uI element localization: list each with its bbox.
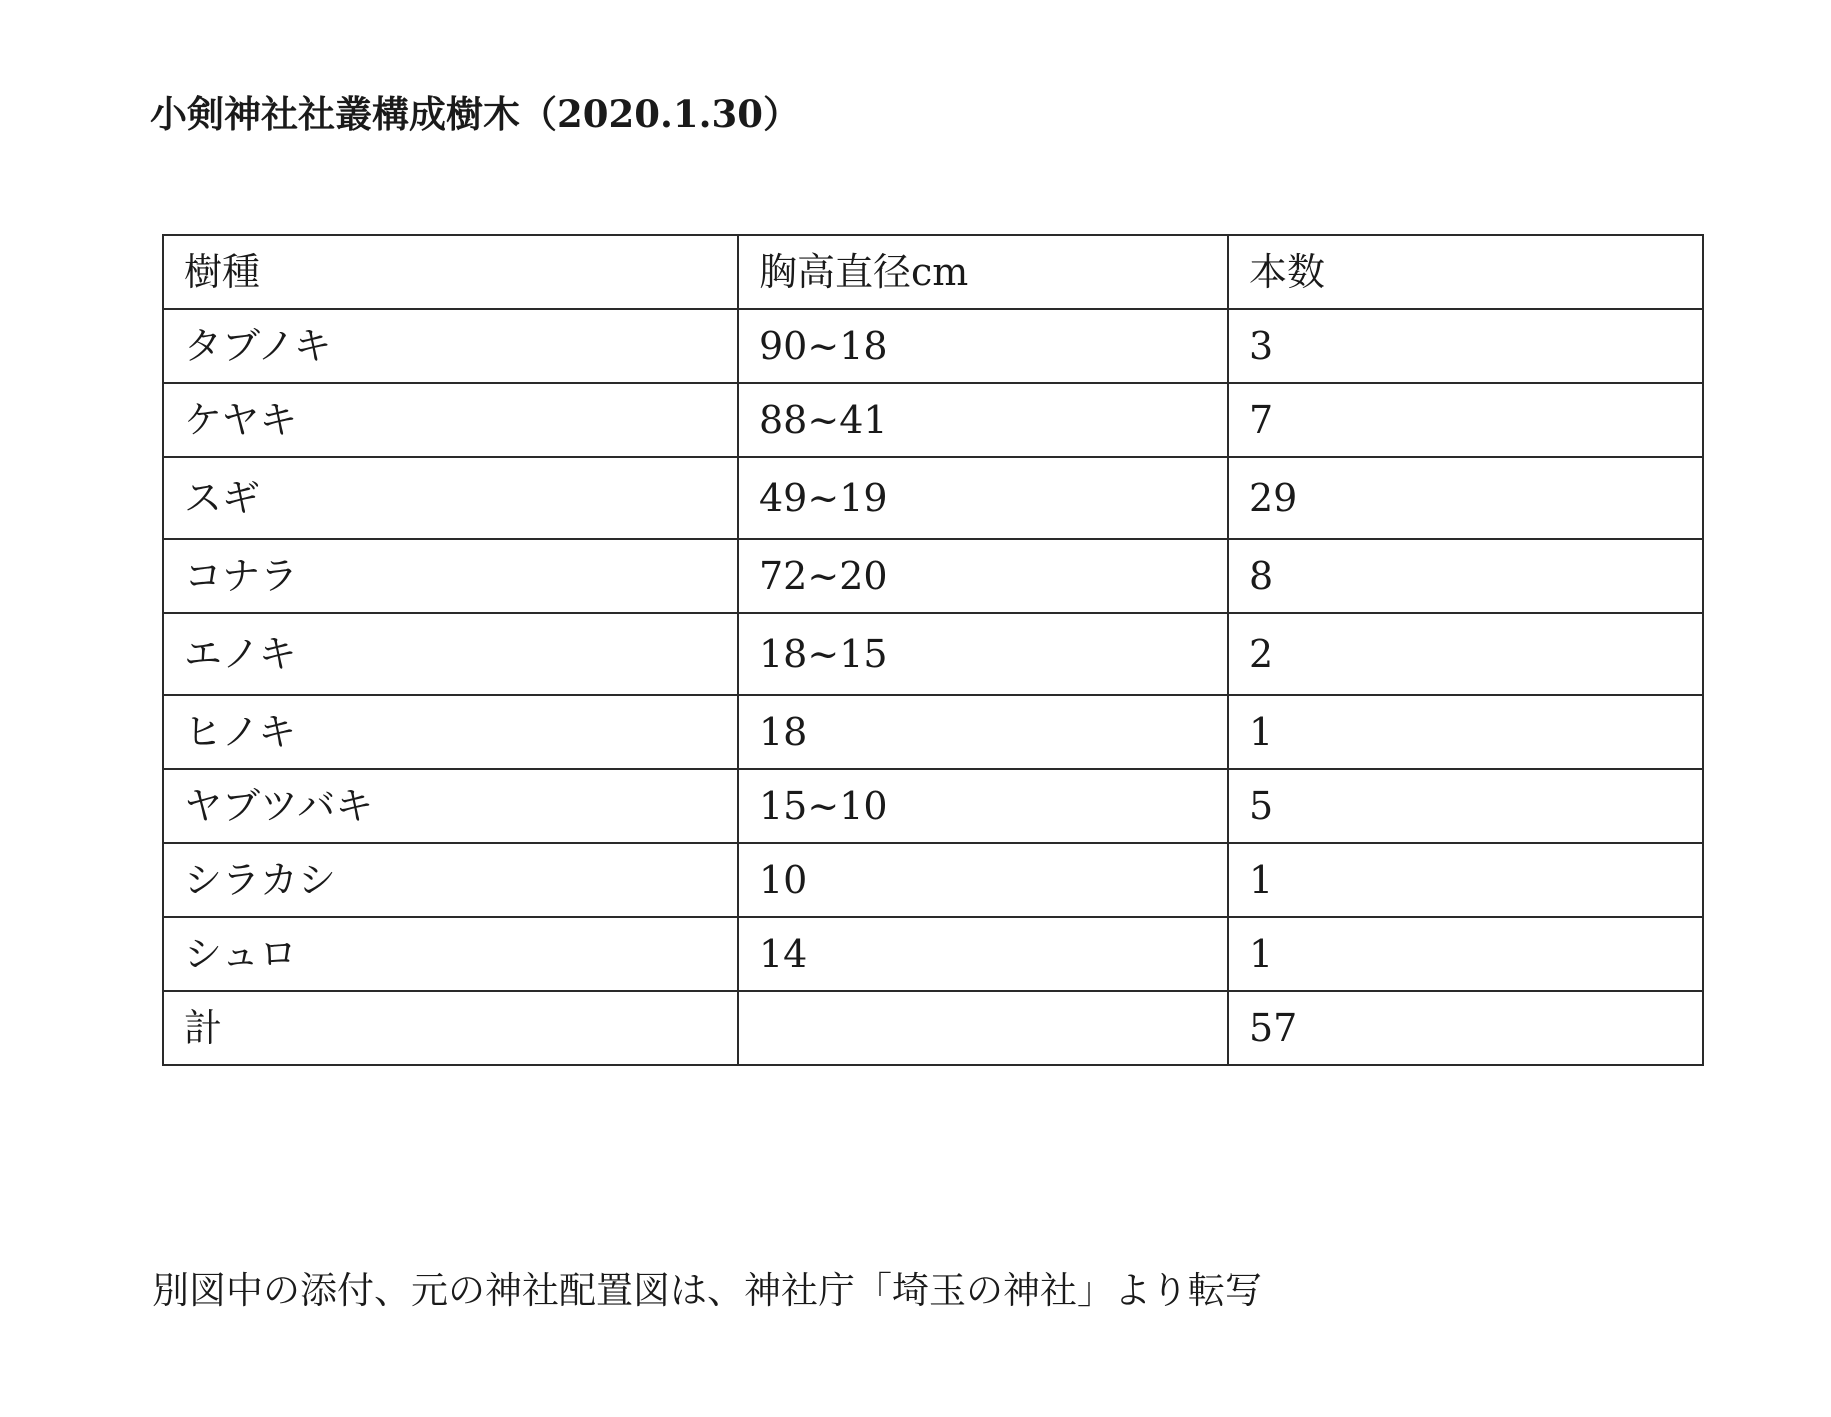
- table-row: [163, 613, 1703, 695]
- table-row: [163, 769, 1703, 843]
- table-row: [163, 457, 1703, 539]
- species-cell: タブノキ: [163, 309, 738, 383]
- table-row: [163, 917, 1703, 991]
- count-cell: 7: [1228, 383, 1703, 457]
- tree-table: [162, 234, 1704, 1066]
- species-cell: ケヤキ: [163, 383, 738, 457]
- diameter-cell: 10: [738, 843, 1228, 917]
- species-cell: エノキ: [163, 613, 738, 695]
- table-row: [163, 383, 1703, 457]
- count-cell: 3: [1228, 309, 1703, 383]
- diameter-cell: 18: [738, 695, 1228, 769]
- count-cell: 1: [1228, 843, 1703, 917]
- source-note: 別図中の添付、元の神社配置図は、神社庁「埼玉の神社」より転写: [152, 1269, 1262, 1312]
- table-row: [163, 309, 1703, 383]
- diameter-cell: 88~41: [738, 383, 1228, 457]
- species-cell: スギ: [163, 457, 738, 539]
- count-cell: 5: [1228, 769, 1703, 843]
- species-cell: シュロ: [163, 917, 738, 991]
- diameter-cell: 18~15: [738, 613, 1228, 695]
- header-count: 本数: [1228, 235, 1703, 309]
- species-cell: シラカシ: [163, 843, 738, 917]
- diameter-cell: 72~20: [738, 539, 1228, 613]
- total-label-cell: 計: [163, 991, 738, 1065]
- total-count-cell: 57: [1228, 991, 1703, 1065]
- diameter-cell: 90~18: [738, 309, 1228, 383]
- table-header-row: [163, 235, 1703, 309]
- table-row: [163, 695, 1703, 769]
- table-total-row: [163, 991, 1703, 1065]
- table-row: [163, 539, 1703, 613]
- count-cell: 29: [1228, 457, 1703, 539]
- species-cell: ヒノキ: [163, 695, 738, 769]
- count-cell: 8: [1228, 539, 1703, 613]
- table-row: [163, 843, 1703, 917]
- diameter-cell: 14: [738, 917, 1228, 991]
- count-cell: 1: [1228, 917, 1703, 991]
- header-diameter: 胸高直径cm: [738, 235, 1228, 309]
- total-diameter-cell: [738, 991, 1228, 1065]
- species-cell: コナラ: [163, 539, 738, 613]
- diameter-cell: 49~19: [738, 457, 1228, 539]
- header-species: 樹種: [163, 235, 738, 309]
- document-title: 小剣神社社叢構成樹木（2020.1.30）: [150, 92, 800, 136]
- count-cell: 1: [1228, 695, 1703, 769]
- diameter-cell: 15~10: [738, 769, 1228, 843]
- count-cell: 2: [1228, 613, 1703, 695]
- species-cell: ヤブツバキ: [163, 769, 738, 843]
